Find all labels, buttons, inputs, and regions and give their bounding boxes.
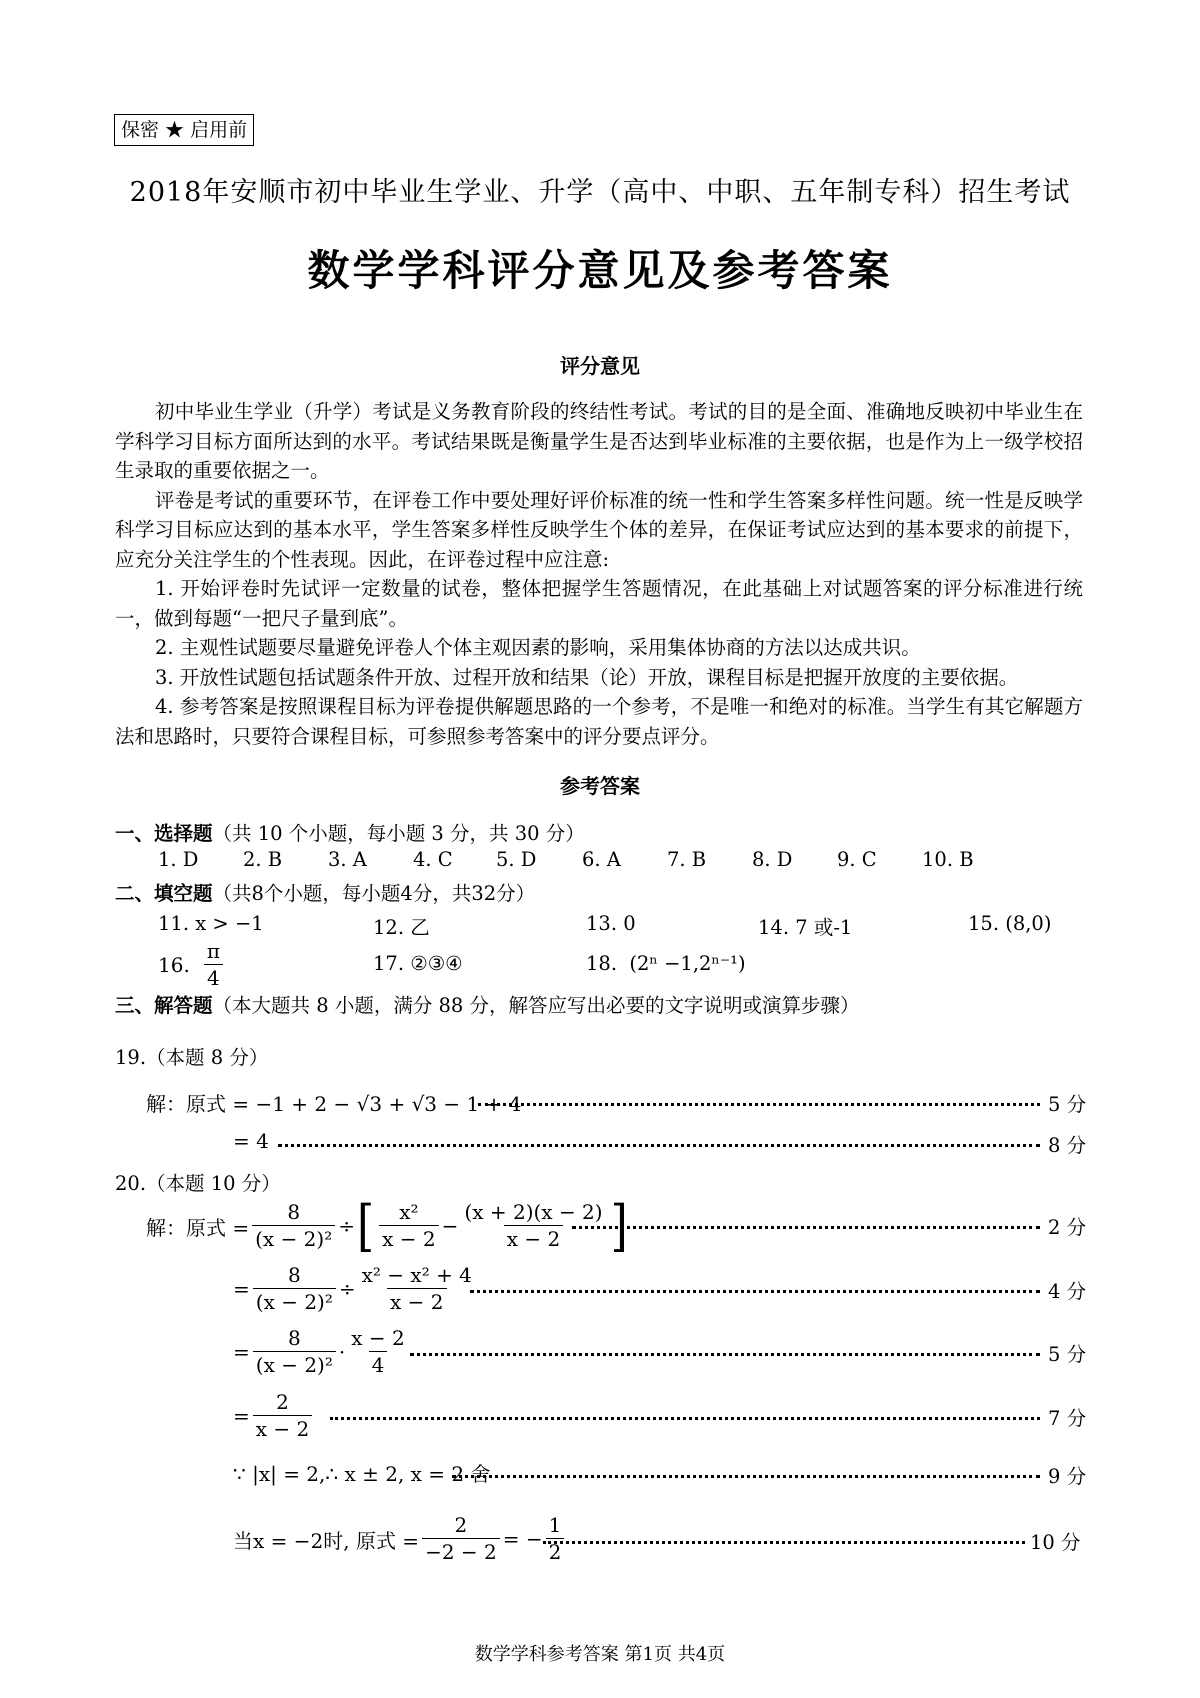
equals: = <box>233 1340 250 1364</box>
choice-answer: 10. B <box>922 848 974 871</box>
confidential-stamp: 保密 ★ 启用前 <box>114 114 254 146</box>
q19-heading: 19.（本题 8 分） <box>115 1046 269 1069</box>
page-title: 数学学科评分意见及参考答案 <box>307 246 893 295</box>
numerator: 2 <box>454 1513 468 1537</box>
grading-paragraph: 3. 开放性试题包括试题条件开放、过程开放和结果（论）开放，课程目标是把握开放度的主要依据。 <box>155 665 1019 689</box>
fraction <box>546 1513 565 1565</box>
grading-paragraph: 评卷是考试的重要环节，在评卷工作中要处理好评价标准的统一性和学生答案多样性问题。统一性是反映学科学习目标应达到的基本水平，学生答案多样性反映学生个体的差异，在保证考试应达到的基本要求的前提下，应充分关注学生的个性表现。因此，在评卷过程中应注意: <box>115 488 1083 571</box>
dot-leader <box>278 1144 1040 1147</box>
q20-step-3 <box>233 1321 411 1383</box>
fraction <box>252 1200 335 1252</box>
score-label: 10 分 <box>1030 1531 1081 1554</box>
numerator: 8 <box>287 1326 301 1350</box>
choice-answer: 2. B <box>243 848 283 871</box>
q19-step-2: = 4 <box>233 1129 269 1153</box>
left-bracket: [ <box>357 1194 375 1258</box>
denominator: x − 2 <box>504 1225 563 1252</box>
choice-answer: 4. C <box>413 848 453 871</box>
section-title: 一、选择题 <box>115 822 213 845</box>
fraction <box>253 1390 312 1442</box>
fraction <box>253 1326 336 1378</box>
section-solve-heading <box>115 990 860 1018</box>
choice-answer: 3. A <box>328 848 367 871</box>
fill-answer-16 <box>158 936 226 994</box>
choice-answer: 8. D <box>752 848 793 871</box>
operator: ÷ <box>338 1214 355 1238</box>
dot-leader <box>330 1417 1040 1420</box>
fill-answer: 12. 乙 <box>373 916 430 939</box>
grading-paragraph: 4. 参考答案是按照课程目标为评卷提供解题思路的一个参考，不是唯一和绝对的标准。当学生有其它解题方法和思路时，只要符合课程目标，可参照参考答案中的评分要点评分。 <box>115 695 1083 748</box>
question-number: 16. <box>158 953 190 977</box>
choice-answer: 7. B <box>667 848 707 871</box>
q20-step-6 <box>233 1506 567 1572</box>
denominator: (x − 2)² <box>253 1288 336 1315</box>
fraction <box>204 939 223 991</box>
denominator: (x − 2)² <box>252 1225 335 1252</box>
section-title: 二、填空题 <box>115 882 213 905</box>
dot-leader <box>410 1353 1040 1356</box>
dot-leader <box>572 1226 1040 1229</box>
numerator: 2 <box>276 1390 289 1414</box>
question-number: 18. <box>586 952 618 975</box>
score-label: 5 分 <box>1048 1343 1087 1366</box>
q20-step-1 <box>146 1191 630 1261</box>
section-note: （本大题共 8 小题，满分 88 分，解答应写出必要的文字说明或演算步骤） <box>212 994 860 1017</box>
numerator: 8 <box>287 1263 301 1287</box>
fraction <box>359 1263 475 1315</box>
answers-heading: 参考答案 <box>560 774 640 798</box>
numerator: 8 <box>287 1200 301 1224</box>
expression-prefix: 解：原式 = <box>146 1215 250 1240</box>
equals: = <box>233 1277 250 1301</box>
fraction <box>253 1263 336 1315</box>
section-note: （共 10 个小题，每小题 3 分，共 30 分） <box>212 822 585 845</box>
grading-paragraphs <box>115 397 1083 751</box>
denominator: 4 <box>369 1351 388 1378</box>
score-label: 5 分 <box>1048 1093 1087 1116</box>
numerator: x − 2 <box>351 1326 405 1350</box>
page-footer: 数学学科参考答案 第1页 共4页 <box>474 1644 726 1665</box>
grading-paragraph: 1. 开始评卷时先试评一定数量的试卷，整体把握学生答题情况，在此基础上对试题答案的评分标准进行统一，做到每题“一把尺子量到底”。 <box>115 577 1083 630</box>
numerator: x² − x² + 4 <box>361 1263 472 1287</box>
dot-leader <box>543 1541 1025 1544</box>
fill-answer: 17. ②③④ <box>373 952 463 975</box>
grading-heading: 评分意见 <box>560 354 640 378</box>
exam-subtitle: 2018年安顺市初中毕业生学业、升学（高中、中职、五年制专科）招生考试 <box>129 177 1071 208</box>
score-label: 9 分 <box>1048 1465 1087 1488</box>
dot-leader <box>452 1475 1040 1478</box>
fill-answer: 11. x > −1 <box>158 912 264 935</box>
numerator: π <box>206 939 220 963</box>
section-fill-heading <box>115 878 535 906</box>
score-label: 2 分 <box>1048 1216 1087 1239</box>
score-label: 7 分 <box>1048 1407 1087 1430</box>
score-label: 8 分 <box>1048 1134 1087 1157</box>
numerator: (x + 2)(x − 2) <box>464 1200 603 1224</box>
q20-step-4 <box>233 1386 315 1446</box>
score-label: 4 分 <box>1048 1280 1087 1303</box>
numerator: 1 <box>548 1513 562 1537</box>
fill-answer: 14. 7 或-1 <box>758 916 853 939</box>
denominator: −2 − 2 <box>422 1538 500 1565</box>
denominator: x − 2 <box>387 1288 446 1315</box>
operator: · <box>338 1340 346 1364</box>
operator: ÷ <box>338 1277 356 1301</box>
equals: = − <box>502 1527 543 1551</box>
q20-step-5: ∵ |x| = 2,∴ x ± 2, x = 2 舍 <box>233 1462 491 1486</box>
choice-answer: 9. C <box>837 848 877 871</box>
answer-value: (2ⁿ −1,2ⁿ⁻¹) <box>629 952 746 975</box>
section-note: （共8个小题，每小题4分，共32分） <box>212 882 536 905</box>
fraction <box>379 1200 438 1252</box>
grading-paragraph: 2. 主观性试题要尽量避免评卷人个体主观因素的影响，采用集体协商的方法以达成共识。 <box>155 636 921 659</box>
section-choice-heading <box>115 818 585 846</box>
dot-leader <box>470 1290 1040 1293</box>
fill-answer: 15. (8,0) <box>968 912 1052 935</box>
right-bracket: ] <box>610 1194 628 1258</box>
choice-answer: 1. D <box>158 848 199 871</box>
q20-step-2 <box>233 1258 478 1320</box>
fill-answer-18 <box>586 952 746 975</box>
fill-answer: 13. 0 <box>586 912 636 935</box>
denominator: (x − 2)² <box>253 1351 336 1378</box>
denominator: 4 <box>204 964 223 991</box>
fraction <box>348 1326 407 1378</box>
expression-prefix: 当x = −2时, 原式 = <box>233 1528 420 1553</box>
fraction <box>422 1513 500 1565</box>
q19-step-1: 解：原式 = −1 + 2 − √3 + √3 − 1 + 4 <box>146 1092 522 1116</box>
choice-answer: 6. A <box>582 848 621 871</box>
denominator: x − 2 <box>379 1225 438 1252</box>
section-title: 三、解答题 <box>115 994 213 1017</box>
denominator: 2 <box>546 1538 565 1565</box>
dot-leader <box>478 1103 1040 1106</box>
q20-heading: 20.（本题 10 分） <box>115 1172 281 1195</box>
numerator: x² <box>399 1200 419 1224</box>
denominator: x − 2 <box>253 1415 312 1442</box>
grading-paragraph: 初中毕业生学业（升学）考试是义务教育阶段的终结性考试。考试的目的是全面、准确地反映初中毕业生在学科学习目标方面所达到的水平。考试结果既是衡量学生是否达到毕业标准的主要依据，也是作为上一级学校招生录取的重要依据之一。 <box>115 400 1083 482</box>
equals: = <box>233 1404 250 1428</box>
operator: − <box>441 1214 459 1238</box>
choice-answer: 5. D <box>496 848 537 871</box>
